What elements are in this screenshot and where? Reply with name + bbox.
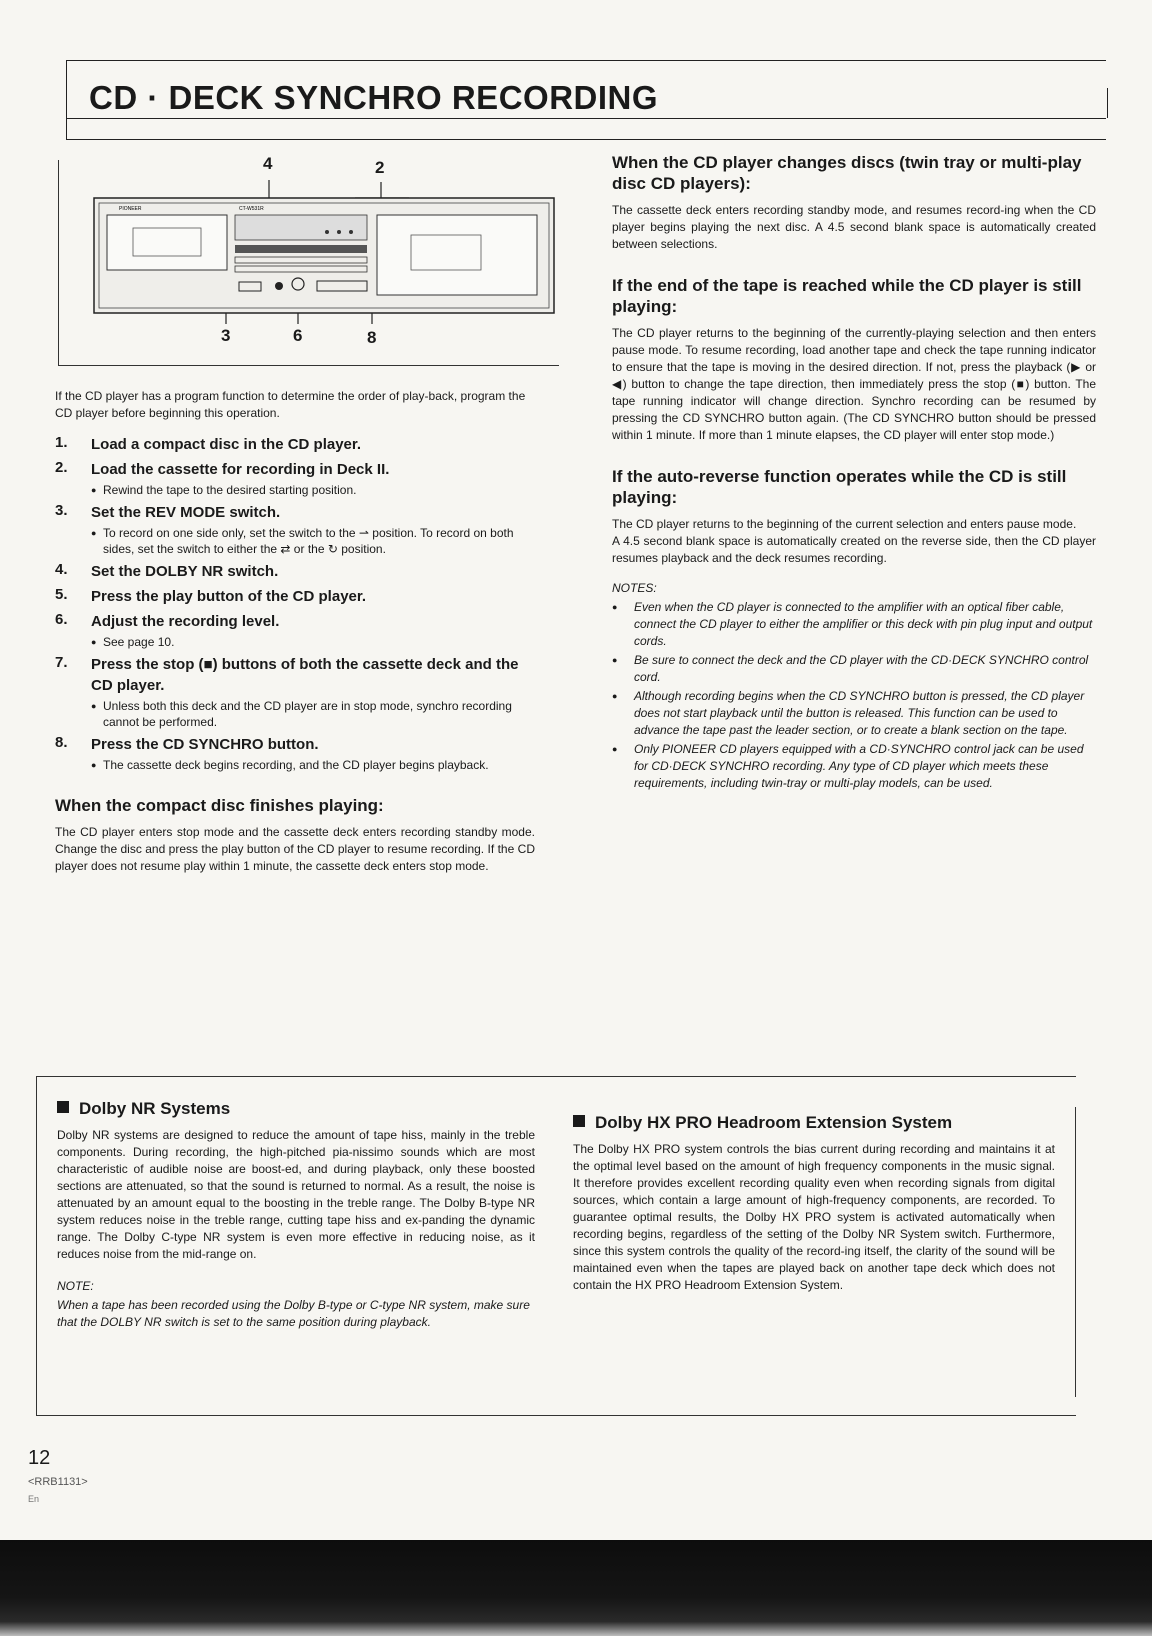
step-item xyxy=(55,502,535,557)
cassette-deck-illustration xyxy=(59,160,559,365)
page-title: CD · DECK SYNCHRO RECORDING xyxy=(89,79,659,116)
step-number: 5. xyxy=(55,586,68,603)
dolby-hx-heading xyxy=(573,1113,1055,1133)
section-body: The cassette deck enters recording standby mode, and resumes record-ing when the CD player begins playing the next disc. A 4.5 second blank space is automatically created between selections. xyxy=(612,203,1096,251)
dolby-hx-section xyxy=(573,1113,1055,1294)
dolby-nr-section xyxy=(57,1099,535,1331)
dolby-nr-body: Dolby NR systems are designed to reduce the amount of tape hiss, mainly in the treble components. During recording, the high-pitched pia-nissimo sounds which are most characteristic of audible noise are boost-ed, and during playback, only these boosted sections are attenuated, so that the sound is returned to normal. As a result, the noise is attenuated by an amount equal to the boosting in the treble range. The Dolby B-type NR system reduces noise in the treble range, cutting tape hiss and ex-panding the dynamic range. The Dolby C-type NR system is even more effective in reducing noise, as it reduces noise from the mid-range on. xyxy=(57,1128,535,1261)
box-bottom-rule xyxy=(37,1415,1076,1416)
note-item: ● Even when the CD player is connected to the amplifier with an optical fiber cable, connect the CD player to either the amplifier or this deck with pin plug input and output cords. xyxy=(612,599,1096,650)
dolby-nr-heading-text: Dolby NR Systems xyxy=(79,1099,231,1118)
step-item xyxy=(55,459,535,498)
step-item xyxy=(55,586,535,607)
step-number: 2. xyxy=(55,459,68,476)
left-column xyxy=(55,154,535,875)
step-item xyxy=(55,611,535,650)
dolby-nr-note-label: NOTE: xyxy=(57,1279,94,1293)
step-text: Adjust the recording level. xyxy=(91,613,280,630)
callout-4: 4 xyxy=(263,154,273,173)
step-text: Press the play button of the CD player. xyxy=(91,588,367,605)
title-box xyxy=(66,60,1106,140)
title-right-edge xyxy=(1107,88,1108,118)
right-column xyxy=(612,152,1096,794)
step-bullet: ● To record on one side only, set the switch to the ⇀ position. To record on both sides, set the switch to either the ⇄ or the ↻ position. xyxy=(91,525,535,557)
note-item: ● Although recording begins when the CD SYNCHRO button is pressed, the CD player does not start playback until the button is released. This function can be used to advance the tape past the leader section, or to create a blank section on the tape. xyxy=(612,688,1096,739)
step-number: 3. xyxy=(55,502,68,519)
scan-dark-edge xyxy=(0,1540,1152,1636)
step-bullet: ● Unless both this deck and the CD player are in stop mode, synchro recording cannot be performed. xyxy=(91,698,535,730)
step-text: Set the REV MODE switch. xyxy=(91,504,281,521)
callout-2: 2 xyxy=(375,158,385,177)
finish-body: The CD player enters stop mode and the cassette deck enters recording standby mode. Change the disc and press the play button of the CD player to resume recording. If the CD player does not resume play within 1 minute, the cassette deck enters stop mode. xyxy=(55,825,535,873)
section-body: The CD player returns to the beginning of the current selection and enters pause mode. xyxy=(612,517,1077,531)
step-number: 4. xyxy=(55,561,68,578)
dolby-hx-heading-text: Dolby HX PRO Headroom Extension System xyxy=(595,1113,953,1132)
dolby-info-box xyxy=(36,1076,1076,1416)
finish-heading: When the compact disc finishes playing: xyxy=(55,796,384,815)
callout-3: 3 xyxy=(221,326,231,345)
step-item xyxy=(55,654,535,730)
step-text: Press the stop (■) buttons of both the cassette deck and the CD player. xyxy=(91,656,519,694)
square-bullet-icon xyxy=(573,1115,585,1127)
step-number: 6. xyxy=(55,611,68,628)
section-heading: If the end of the tape is reached while the CD player is still playing: xyxy=(612,276,1082,316)
step-bullet: ● See page 10. xyxy=(91,634,535,650)
panel-brand: PIONEER xyxy=(119,206,142,212)
step-item xyxy=(55,561,535,582)
notes-list xyxy=(612,599,1096,792)
section-heading: If the auto-reverse function operates while the CD is still playing: xyxy=(612,467,1067,507)
document-code: <RRB1131> xyxy=(28,1476,88,1488)
callout-8: 8 xyxy=(367,328,377,347)
steps-list xyxy=(55,434,535,773)
step-text: Load a compact disc in the CD player. xyxy=(91,436,362,453)
square-bullet-icon xyxy=(57,1101,69,1113)
callout-6: 6 xyxy=(293,326,303,345)
dolby-hx-body: The Dolby HX PRO system controls the bias current during recording and maintains it at the optimal level based on the amount of high frequency components in the music signal. It therefore provides excellent recording quality even when recording signals from digital sources, which contain a large amount of high-frequency components, are recorded. To guarantee optimal results, the Dolby HX PRO system is activated automatically when recording begins, regardless of the setting of the Dolby NR System switch. Furthermore, since this system controls the quality of the record-ing itself, the clarity of the sound will be maintained even when the tapes are played back on another tape deck which does not contain the HX PRO Headroom Extension System. xyxy=(573,1142,1055,1292)
step-text: Load the cassette for recording in Deck II. xyxy=(91,461,390,478)
deck-figure xyxy=(58,154,559,366)
box-right-rule xyxy=(1075,1107,1076,1397)
language-code: En xyxy=(28,1494,40,1504)
intro-text: If the CD player has a program function to determine the order of play-back, program the CD player before beginning this operation. xyxy=(55,389,526,420)
panel-model: CT-W531R xyxy=(239,206,264,212)
section-heading: When the CD player changes discs (twin tray or multi-play disc CD players): xyxy=(612,153,1082,193)
step-item xyxy=(55,734,535,773)
notes-label: NOTES: xyxy=(612,581,657,595)
page-number: 12 xyxy=(28,1447,51,1469)
step-bullet: ● Rewind the tape to the desired starting position. xyxy=(91,482,535,498)
section-body: The CD player returns to the beginning of the currently-playing selection and then enters pause mode. To resume recording, load another tape and check the tape running indicator to ensure that the tape is moving in the desired direction. If not, press the playback (▶ or ◀) button to change the tape direction, then immediately press the stop (■) button. The tape running indicator will change direction. Synchro recording can be resumed by pressing the CD SYNCHRO button again. (The CD SYNCHRO button should be pressed within 1 minute. If more than 1 minute elapses, the CD player will enter stop mode.) xyxy=(612,326,1096,442)
note-item: ● Only PIONEER CD players equipped with a CD·SYNCHRO control jack can be used for CD·DECK SYNCHRO recording. Any type of CD player which meets these requirements, including twin-tray or multi-play models, can be used. xyxy=(612,741,1096,792)
step-item xyxy=(55,434,535,455)
step-text: Set the DOLBY NR switch. xyxy=(91,563,279,580)
step-number: 1. xyxy=(55,434,68,451)
title-rule xyxy=(67,118,1106,119)
step-number: 8. xyxy=(55,734,68,751)
step-text: Press the CD SYNCHRO button. xyxy=(91,736,319,753)
dolby-nr-heading xyxy=(57,1099,535,1119)
note-item: ● Be sure to connect the deck and the CD player with the CD·DECK SYNCHRO control cord. xyxy=(612,652,1096,686)
section-body-2: A 4.5 second blank space is automatically created on the reverse side, then the CD player resumes playback and the deck resumes recording. xyxy=(612,534,1096,565)
dolby-nr-note: When a tape has been recorded using the Dolby B-type or C-type NR system, make sure that the DOLBY NR switch is set to the same position during playback. xyxy=(57,1298,530,1329)
step-bullet: ● The cassette deck begins recording, and the CD player begins playback. xyxy=(91,757,535,773)
step-number: 7. xyxy=(55,654,68,671)
